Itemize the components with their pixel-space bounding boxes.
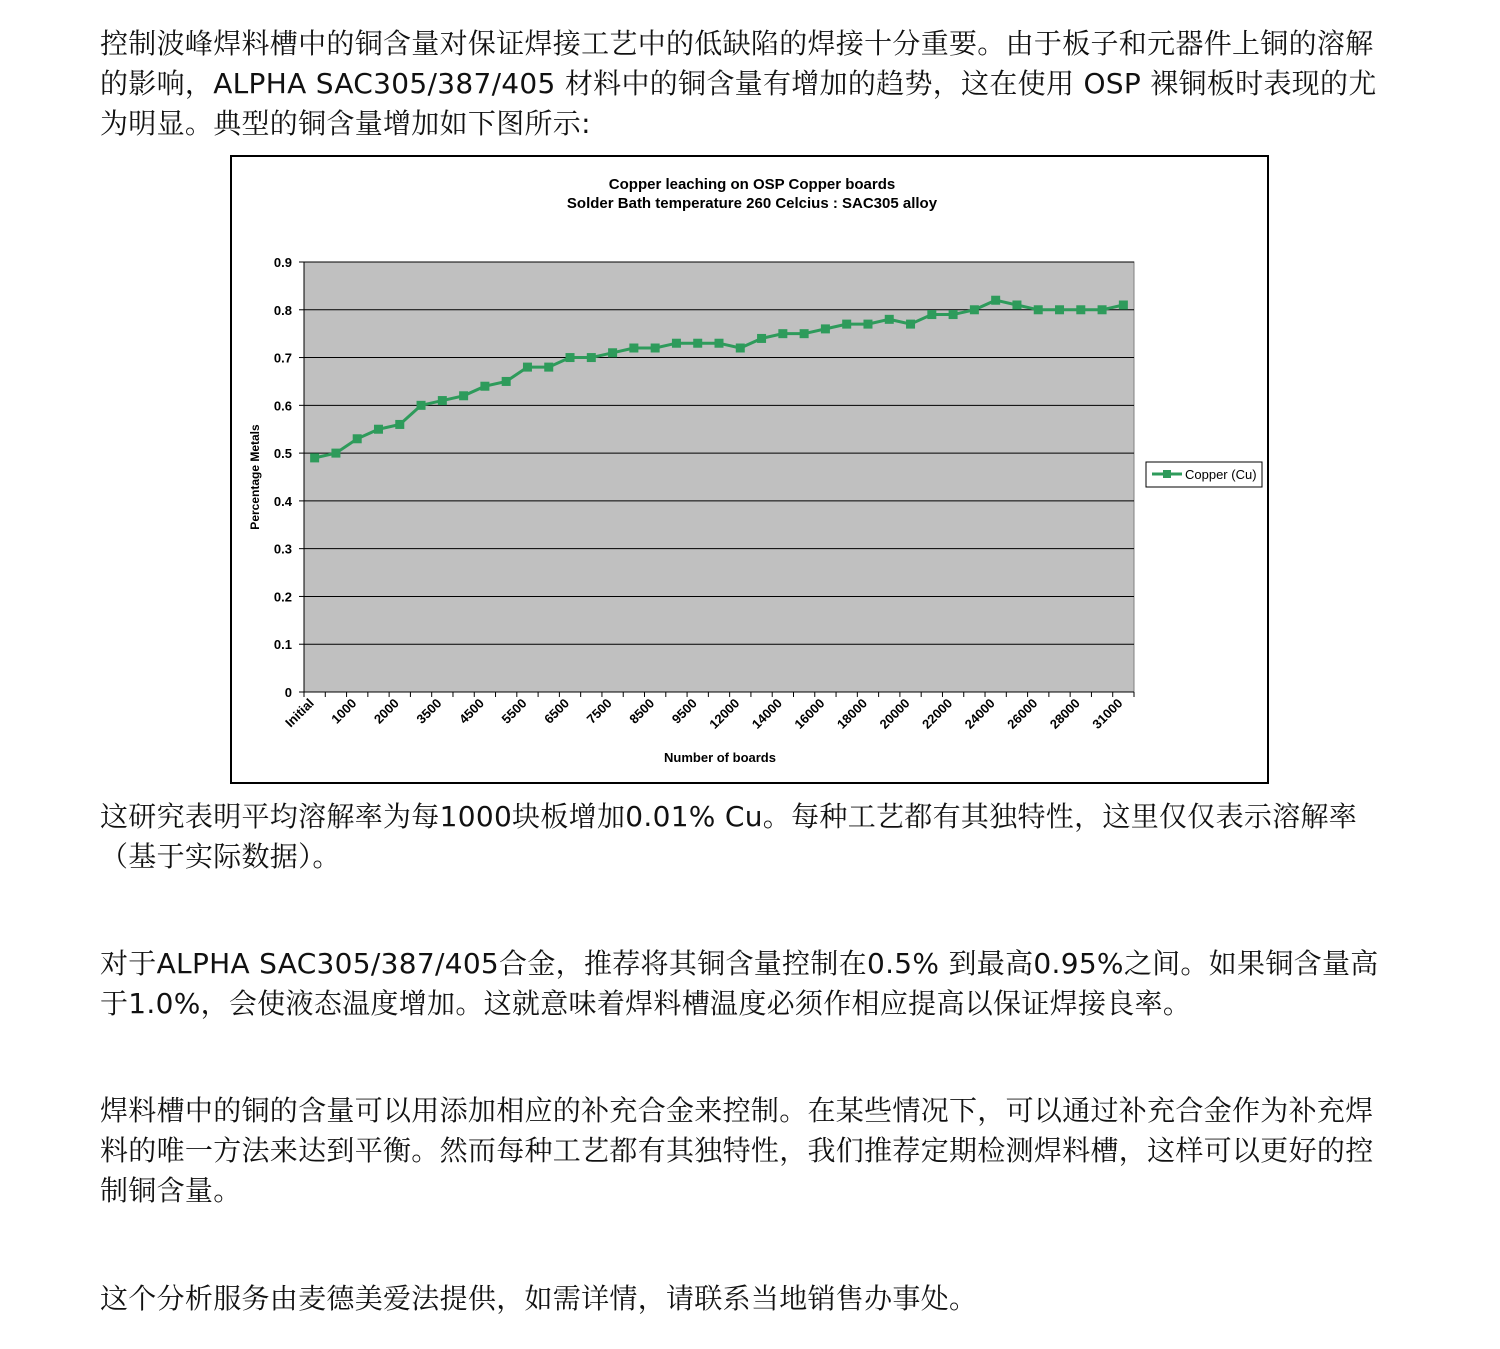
data-point <box>395 420 404 429</box>
y-tick-label: 0.7 <box>273 350 292 366</box>
legend-marker <box>1163 470 1171 478</box>
data-point <box>1119 301 1128 310</box>
data-point <box>885 315 894 324</box>
data-point <box>629 344 638 353</box>
data-point <box>778 329 787 338</box>
data-point <box>715 339 724 348</box>
x-tick-label: 5500 <box>498 695 530 727</box>
y-axis-label: Percentage Metals <box>248 424 262 530</box>
data-point <box>906 320 915 329</box>
dissolution-rate-paragraph: 这研究表明平均溶解率为每1000块板增加0.01% Cu。每种工艺都有其独特性，这里仅仅表示溶解率（基于实际数据）。 <box>100 800 1358 873</box>
x-tick-label: 4500 <box>455 695 488 727</box>
x-tick-label: 7500 <box>583 695 615 727</box>
copper-limit-paragraph: 对于ALPHA SAC305/387/405合金，推荐将其铜含量控制在0.5% 到最高0.95%之间。如果铜含量高于1.0%，会使液态温度增加。这就意味着焊料槽温度必须作相应提高以保证焊接良率。 <box>100 947 1379 1020</box>
y-tick-label: 0.3 <box>273 541 292 557</box>
data-point <box>693 339 702 348</box>
data-point <box>1098 305 1107 314</box>
legend-label: Copper (Cu) <box>1185 467 1257 482</box>
legend <box>1146 462 1262 487</box>
copper-leaching-chart <box>230 155 1269 784</box>
x-tick-label: 12000 <box>706 695 743 732</box>
x-tick-label: 28000 <box>1046 695 1083 732</box>
y-tick-label: 0.1 <box>273 637 292 653</box>
x-tick-label: 9500 <box>668 695 700 727</box>
data-point <box>736 344 745 353</box>
data-point <box>800 329 809 338</box>
data-point <box>480 382 489 391</box>
x-tick-label: 1000 <box>328 695 360 727</box>
data-point <box>842 320 851 329</box>
data-point <box>970 305 979 314</box>
y-tick-label: 0.8 <box>273 302 292 318</box>
y-tick-label: 0.2 <box>273 589 292 605</box>
data-point <box>1012 301 1021 310</box>
x-tick-label: 16000 <box>791 695 828 732</box>
x-axis-label: Number of boards <box>664 750 776 765</box>
data-point <box>502 377 511 386</box>
data-point <box>310 453 319 462</box>
data-point <box>757 334 766 343</box>
x-tick-label: 2000 <box>370 695 402 727</box>
data-point <box>863 320 872 329</box>
x-tick-label: 22000 <box>919 695 956 732</box>
data-point <box>331 449 340 458</box>
chart-canvas <box>232 157 1267 782</box>
data-point <box>1055 305 1064 314</box>
data-point <box>991 296 1000 305</box>
data-point <box>374 425 383 434</box>
contact-paragraph: 这个分析服务由麦德美爱法提供，如需详情，请联系当地销售办事处。 <box>100 1282 978 1315</box>
data-point <box>821 324 830 333</box>
data-point <box>949 310 958 319</box>
data-point <box>459 391 468 400</box>
intro-paragraph: 控制波峰焊料槽中的铜含量对保证焊接工艺中的低缺陷的焊接十分重要。由于板子和元器件上铜的溶解的影响，ALPHA SAC305/387/405 材料中的铜含量有增加的趋势，这在使用 OSP 裸铜板时表现的尤为明显。典型的铜含量增加如下图所示: <box>100 27 1377 140</box>
data-point <box>544 363 553 372</box>
x-tick-label: 31000 <box>1089 695 1126 732</box>
y-tick-label: 0.9 <box>273 255 292 270</box>
x-tick-label: Initial <box>282 695 317 731</box>
y-tick-label: 0.5 <box>273 446 292 462</box>
x-tick-label: 3500 <box>413 695 445 727</box>
x-tick-label: 14000 <box>748 695 785 732</box>
data-point <box>587 353 596 362</box>
x-tick-label: 20000 <box>876 695 913 732</box>
y-tick-label: 0.6 <box>273 398 292 414</box>
data-point <box>651 344 660 353</box>
data-point <box>353 434 362 443</box>
data-point <box>927 310 936 319</box>
x-tick-label: 18000 <box>833 695 871 732</box>
plot-area <box>304 262 1134 692</box>
chart-subtitle: Solder Bath temperature 260 Celcius : SAC305 alloy <box>566 195 938 212</box>
data-point <box>523 363 532 372</box>
x-tick-label: 6500 <box>541 695 573 727</box>
data-point <box>417 401 426 410</box>
x-tick-label: 26000 <box>1004 695 1041 732</box>
data-point <box>566 353 575 362</box>
chart-title: Copper leaching on OSP Copper boards <box>608 176 896 193</box>
data-point <box>672 339 681 348</box>
x-tick-label: 8500 <box>626 695 658 727</box>
data-point <box>1076 305 1085 314</box>
data-point <box>438 396 447 405</box>
y-tick-label: 0 <box>284 685 292 700</box>
x-tick-label: 24000 <box>961 695 998 732</box>
data-point <box>1034 305 1043 314</box>
replenishment-paragraph: 焊料槽中的铜的含量可以用添加相应的补充合金来控制。在某些情况下，可以通过补充合金作为补充焊料的唯一方法来达到平衡。然而每种工艺都有其独特性，我们推荐定期检测焊料槽，这样可以更好的控制铜含量。 <box>100 1094 1374 1207</box>
data-point <box>608 348 617 357</box>
y-tick-label: 0.4 <box>273 493 292 509</box>
